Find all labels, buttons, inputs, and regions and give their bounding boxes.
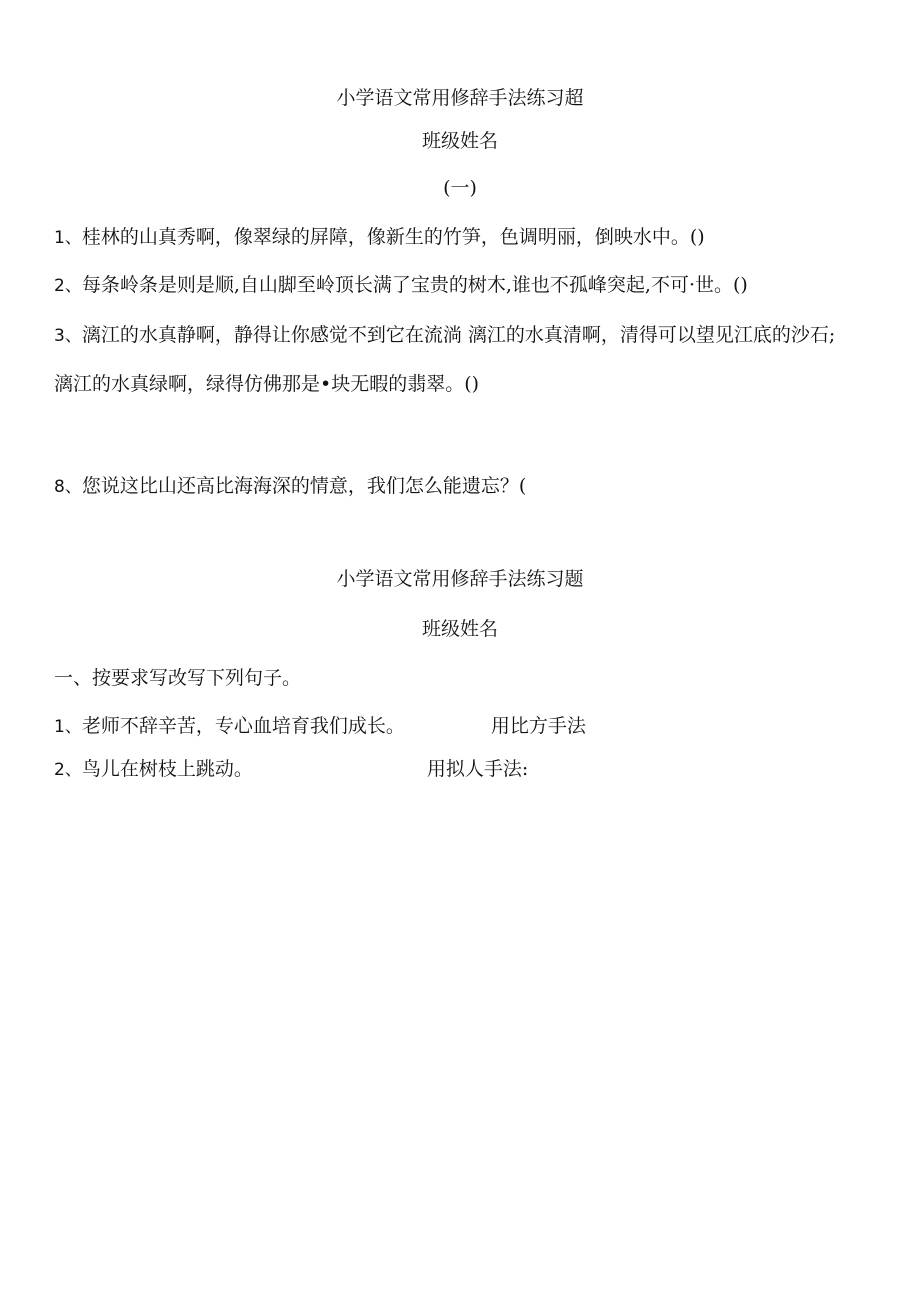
question-3 bbox=[54, 323, 835, 348]
question-3-continued bbox=[54, 372, 479, 396]
question-text: 鸟儿在树枝上跳动。 bbox=[81, 758, 253, 780]
rewrite-item-1 bbox=[54, 714, 586, 739]
section1-part-label: (一) bbox=[443, 177, 477, 199]
rewrite-item-2 bbox=[54, 757, 528, 782]
question-number: 1、 bbox=[54, 717, 82, 737]
section2-heading: 一、按要求写改写下列句子。 bbox=[54, 667, 302, 689]
section1-class-name: 班级姓名 bbox=[421, 130, 498, 152]
question-number: 2、 bbox=[54, 760, 82, 780]
question-text: 老师不辞辛苦，专心血培育我们成长。 bbox=[81, 715, 405, 737]
question-number: 2、 bbox=[54, 276, 82, 296]
section2-class-name: 班级姓名 bbox=[421, 618, 498, 640]
question-text: 每条岭条是则是顺,自山脚至岭顶长满了宝贵的树木,谁也不孤峰突起,不可·世。() bbox=[81, 274, 748, 296]
question-text: 漓江的水真静啊，静得让你感觉不到它在流淌 漓江的水真清啊，清得可以望见江底的沙石; bbox=[81, 324, 836, 346]
question-text: 漓江的水真绿啊，绿得仿佛那是•块无暇的翡翠。() bbox=[54, 373, 480, 395]
question-text: 桂林的山真秀啊，像翠绿的屏障，像新生的竹笋，色调明丽，倒映水中。() bbox=[81, 226, 705, 248]
section2-title: 小学语文常用修辞手法练习题 bbox=[336, 568, 584, 590]
rewrite-instruction: 用拟人手法: bbox=[426, 758, 529, 780]
question-text: 您说这比山还高比海海深的情意，我们怎么能遗忘？( bbox=[81, 475, 527, 497]
question-number: 1、 bbox=[54, 228, 82, 248]
question-2 bbox=[54, 273, 748, 298]
section1-title: 小学语文常用修辞手法练习超 bbox=[336, 87, 584, 109]
question-number: 3、 bbox=[54, 326, 82, 346]
rewrite-instruction: 用比方手法 bbox=[490, 715, 586, 737]
question-8 bbox=[54, 474, 526, 499]
question-1 bbox=[54, 225, 705, 250]
question-number: 8、 bbox=[54, 477, 82, 497]
